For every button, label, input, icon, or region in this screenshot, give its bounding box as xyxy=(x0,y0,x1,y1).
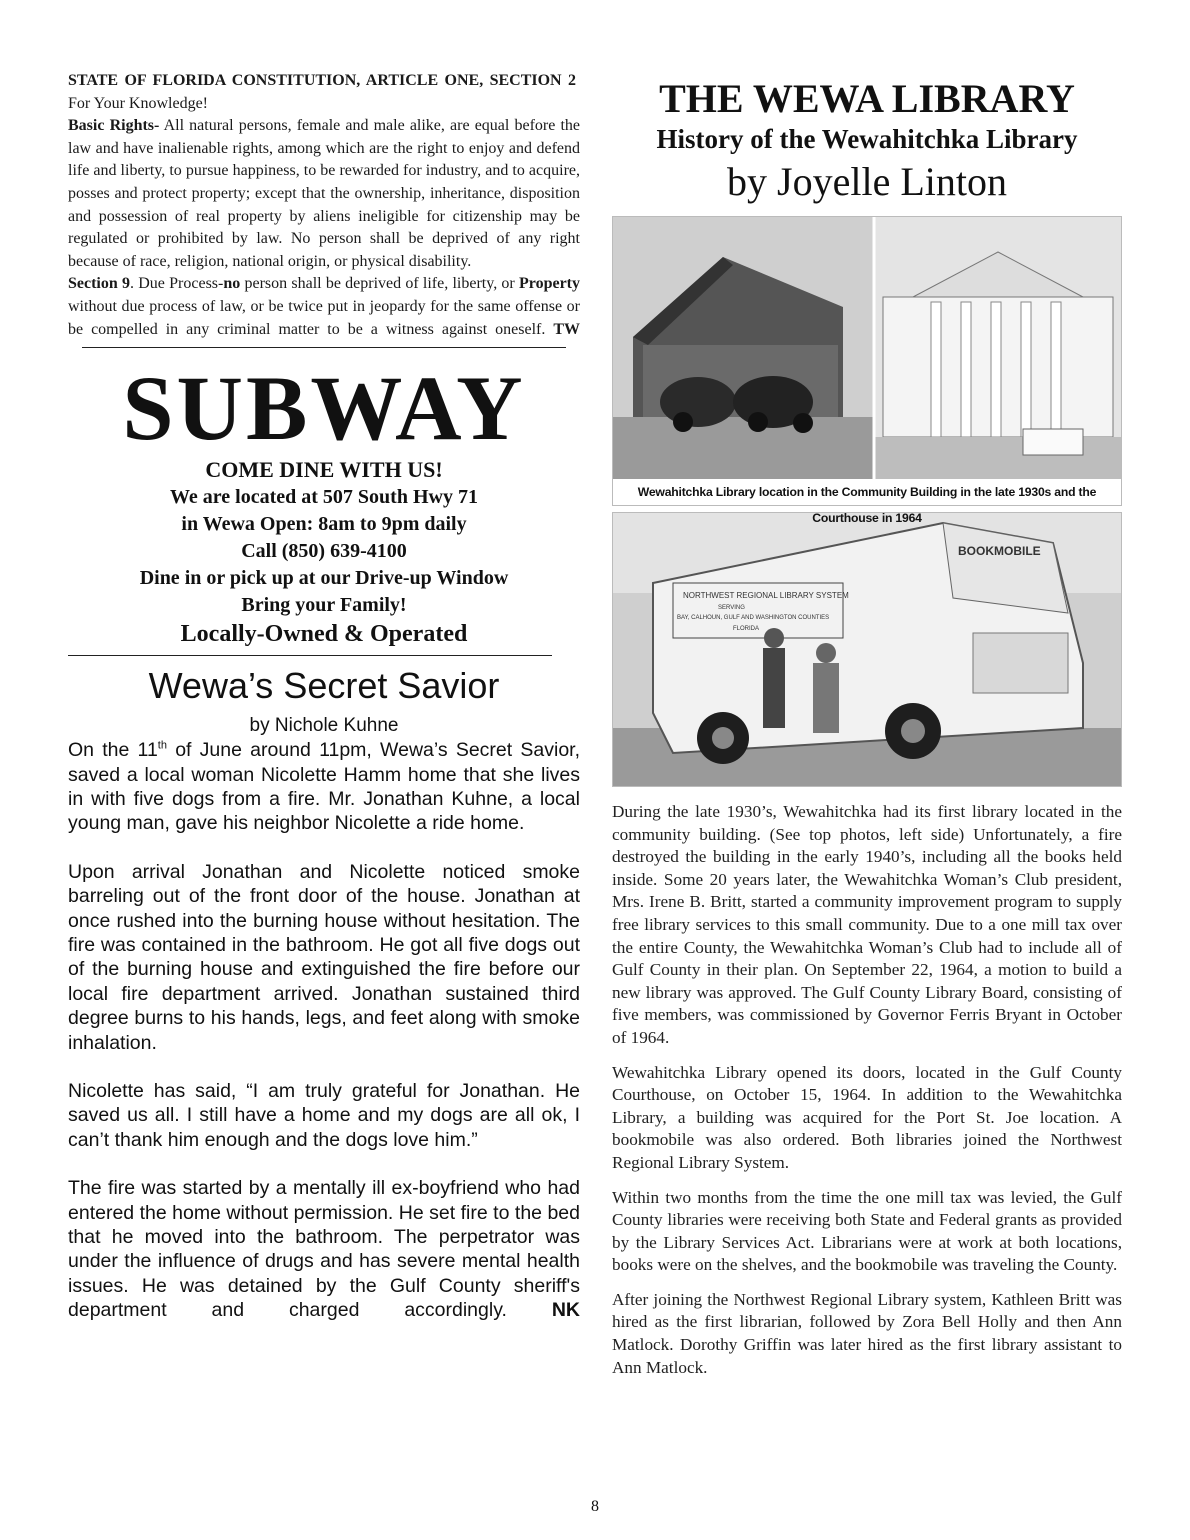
constitution-note: For Your Knowledge! xyxy=(68,94,208,112)
savior-byline: by Nichole Kuhne xyxy=(249,715,399,737)
left-column xyxy=(68,70,580,1323)
bookmobile-line: SERVING xyxy=(718,605,745,611)
section9-label: Section 9 xyxy=(68,275,131,293)
divider xyxy=(82,347,566,348)
right-column xyxy=(612,70,1122,1391)
story-text: The fire was started by a mentally ill ex-boyfriend who had entered the home without permission. He set fire to the bed that he moved into the bathroom. The perpetrator was under the influence of drugs and has severe mental health issues. He was detained by the Gulf County sheriff's department and charged accordingly. xyxy=(68,1177,580,1322)
divider xyxy=(68,655,552,656)
library-paragraph: Wewahitchka Library opened its doors, located in the Gulf County Courthouse, on October 15, 1964. In addition to the Wewahitchka Library, a building was acquired for the Port St. Joe location. A bookmobile was also ordered. Both libraries joined the Northwest Regional Library System. xyxy=(612,1062,1122,1172)
bookmobile-line: NORTHWEST REGIONAL LIBRARY SYSTEM xyxy=(683,591,849,600)
story-paragraph xyxy=(68,1176,580,1322)
section9-no: no xyxy=(223,275,241,293)
story-text: of June around 11pm, Wewa’s Secret Savior, saved a local woman Nicolette Hamm home that she lives in with five dogs from a fire. Mr. Jonathan Kuhne, a local young man, gave his neighbor Nicolette a ride home. xyxy=(68,739,581,835)
library-author: by Joyelle Linton xyxy=(727,159,1007,204)
section9-text-b: person shall be deprived of life, liberty, or xyxy=(240,275,519,293)
savior-title: Wewa’s Secret Savior xyxy=(148,665,500,707)
photo-caption: Wewahitchka Library location in the Community Building in the late 1930s and the Courthouse in 1964 xyxy=(613,479,1121,505)
story-text: On the 11 xyxy=(68,739,158,762)
bookmobile-image xyxy=(613,513,1121,786)
historic-buildings-photo xyxy=(613,217,1121,479)
subway-ad xyxy=(68,357,580,649)
bookmobile-sign: BOOKMOBILE xyxy=(958,544,1041,558)
constitution-heading: STATE OF FLORIDA CONSTITUTION, ARTICLE ONE, SECTION 2 xyxy=(68,72,576,89)
library-paragraph: During the late 1930’s, Wewahitchka had its first library located in the community building. (See top photos, left side) Unfortunately, a fire destroyed the building in the early 1940’s, including all the books held inside. Some 20 years later, the Wewahitchka Woman’s Club president, Mrs. Irene B. Britt, started a community improvement program to supply free library services to this small community. Due to a one mill tax over the entire County, the Wewahitchka Woman’s Club had to include all of Gulf County in their plan. On September 22, 1964, a motion to build a new library was approved. The Gulf County Library Board, consisting of five members, was commissioned by Governor Ferris Bryant in October of 1964. xyxy=(612,802,1122,1047)
page-number: 8 xyxy=(591,1498,599,1515)
bookmobile-line: BAY, CALHOUN, GULF AND WASHINGTON COUNTIES xyxy=(677,615,830,621)
story-paragraph xyxy=(68,738,580,836)
subway-tagline: COME DINE WITH US! xyxy=(205,457,443,483)
property-label: Property xyxy=(518,275,580,293)
subway-line: We are located at 507 South Hwy 71 xyxy=(170,486,478,509)
subway-line: in Wewa Open: 8am to 9pm daily xyxy=(181,513,467,536)
section9-text-a: . Due Process- xyxy=(130,275,224,293)
subway-phone: Call (850) 639-4100 xyxy=(241,540,407,563)
library-subtitle: History of the Wewahitchka Library xyxy=(656,124,1078,154)
constitution-initials: TW xyxy=(553,320,581,338)
story-initials: NK xyxy=(551,1299,580,1322)
basic-rights-text: All natural persons, female and male alike, are equal before the law and have inalienable rights, among which are the right to enjoy and defend life and liberty, to pursue happiness, to be rewarded for industry, and to acquire, posses and protect property; except that the ownership, inheritance, disposition and possession of real property by aliens ineligible for citizenship may be regulated or prohibited by law. No person shall be deprived of any right because of race, religion, national origin, or physical disability. xyxy=(68,117,580,270)
library-title: THE WEWA LIBRARY xyxy=(659,76,1075,121)
section9-text-c: without due process of law, or be twice put in jeopardy for the same offense or be compelled in any criminal matter to be a witness against oneself. xyxy=(68,297,580,338)
subway-line: Bring your Family! xyxy=(241,594,407,617)
library-paragraph: After joining the Northwest Regional Library system, Kathleen Britt was hired as the first librarian, followed by Zora Bell Holly and then Ann Matlock. Dorothy Griffin was later hired as the first library assistant to Ann Matlock. xyxy=(612,1289,1122,1377)
story-paragraph: Upon arrival Jonathan and Nicolette noticed smoke barreling out of the front door of the house. Jonathan at once rushed into the burning house without hesitation. The fire was contained in the bathroom. He got all five dogs out of the burning house and extinguished the fire before our local fire department arrived. Jonathan sustained third degree burns to his hands, legs, and feet along with smoke inhalation. xyxy=(68,860,580,1054)
subway-brand: SUBWAY xyxy=(122,357,526,460)
ordinal-suffix: th xyxy=(157,739,167,752)
library-photo-historic xyxy=(612,216,1122,525)
story-paragraph: Nicolette has said, “I am truly grateful for Jonathan. He saved us all. I still have a home and my dogs are all ok, I can’t thank him enough and the dogs love him.” xyxy=(68,1080,580,1151)
constitution-excerpt xyxy=(68,70,580,341)
savior-story xyxy=(68,738,580,1323)
library-paragraph: Within two months from the time the one mill tax was levied, the Gulf County libraries were receiving both State and Federal grants as provided by the Library Services Act. Librarians were at work at both locations, books were on the shelves, and the bookmobile was traveling the County. xyxy=(612,1187,1122,1275)
bookmobile-photo xyxy=(612,512,1122,787)
subway-line: Dine in or pick up at our Drive-up Window xyxy=(139,567,509,590)
basic-rights-label: Basic Rights- xyxy=(68,117,160,135)
bookmobile-line: FLORIDA xyxy=(733,626,760,632)
library-article xyxy=(612,801,1122,1379)
subway-closing: Locally-Owned & Operated xyxy=(180,621,468,648)
